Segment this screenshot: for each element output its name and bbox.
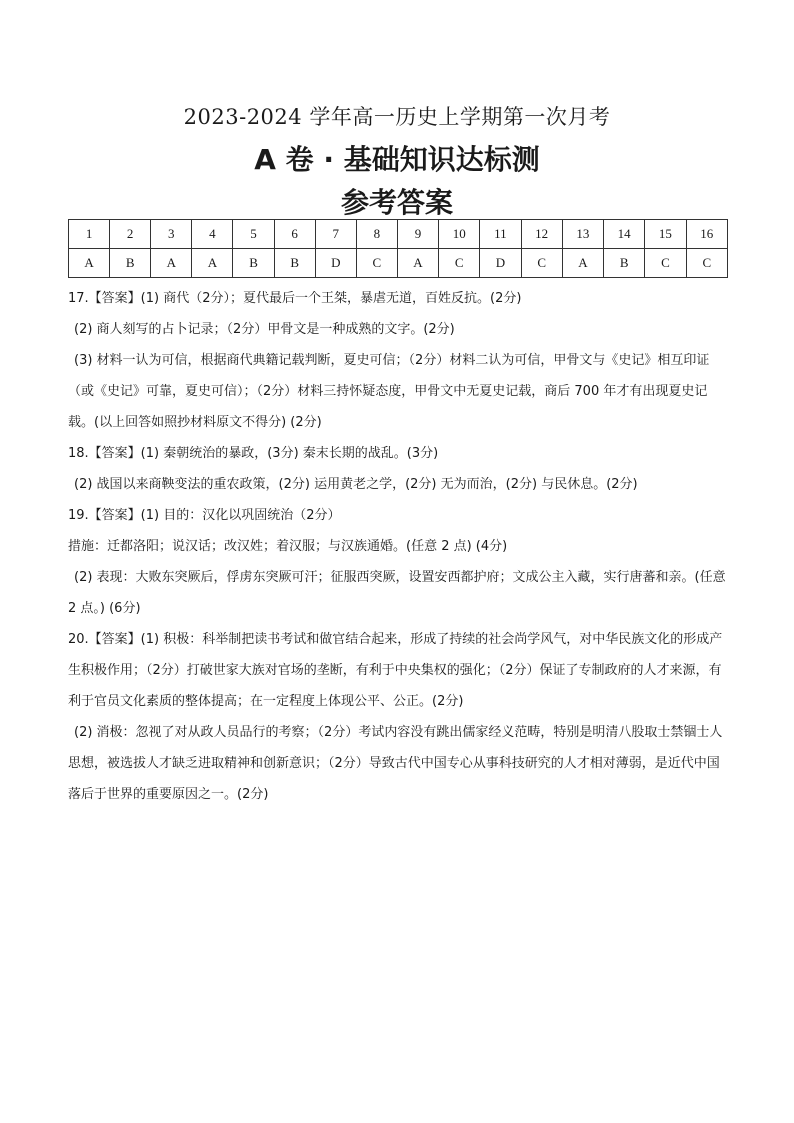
question-number: 3 — [151, 220, 192, 249]
q17-answer-part2: (2) 商人刻写的占卜记录；（2分）甲骨文是一种成熟的文字。(2分) — [74, 322, 455, 337]
q17-answer-part1: 17.【答案】(1) 商代（2分）；夏代最后一个王桀，暴虐无道，百姓反抗。(2分) — [68, 291, 522, 306]
question-number: 6 — [274, 220, 315, 249]
answer-cell: B — [274, 249, 315, 278]
answer-cell: B — [233, 249, 274, 278]
question-number: 9 — [397, 220, 438, 249]
answer-explanations — [68, 283, 728, 810]
question-number: 8 — [356, 220, 397, 249]
question-number: 12 — [521, 220, 562, 249]
answer-cell: B — [110, 249, 151, 278]
question-number: 2 — [110, 220, 151, 249]
answer-cell: A — [562, 249, 603, 278]
answer-cell: C — [686, 249, 727, 278]
question-number: 1 — [69, 220, 110, 249]
q19-answer-part1: 19.【答案】(1) 目的：汉化以巩固统治（2分） — [68, 508, 341, 523]
answer-cell: D — [480, 249, 521, 278]
question-number: 13 — [562, 220, 603, 249]
question-number: 11 — [480, 220, 521, 249]
question-number: 10 — [439, 220, 480, 249]
exam-subtitle: A 卷 · 基础知识达标测 — [254, 143, 540, 176]
q18-answer-part2: (2) 战国以来商鞅变法的重农政策，(2分) 运用黄老之学，(2分) 无为而治，(2分) 与民休息。(2分) — [74, 477, 638, 492]
answer-cell: A — [151, 249, 192, 278]
question-number: 5 — [233, 220, 274, 249]
answer-cell: A — [397, 249, 438, 278]
answer-cell: B — [604, 249, 645, 278]
answer-cell: C — [521, 249, 562, 278]
answer-cell: A — [69, 249, 110, 278]
exam-title: 2023-2024 学年高一历史上学期第一次月考 — [183, 105, 611, 129]
q20-answer-part1: 20.【答案】(1) 积极：科举制把读书考试和做官结合起来，形成了持续的社会尚学风气，对中华民族文化的形成产生积极作用；（2分）打破世家大族对官场的垄断，有利于中央集权的强化；（2分）保证了专制政府的人才来源，有利于官员文化素质的整体提高；在一定程度上体现公平、公正。(2分) — [68, 632, 723, 709]
q19-answer-part2: (2) 表现：大败东突厥后，俘虏东突厥可汗；征服西突厥，设置安西都护府；文成公主入藏，实行唐蕃和亲。(任意 2 点。) (6分) — [68, 570, 726, 616]
answer-table — [68, 219, 728, 278]
q20-answer-part2: (2) 消极：忽视了对从政人员品行的考察；（2分）考试内容没有跳出儒家经义范畴，特别是明清八股取士禁锢士人思想，被选拔人才缺乏进取精神和创新意识；（2分）导致古代中国专心从事科技研究的人才相对薄弱，是近代中国落后于世界的重要原因之一。(2分) — [68, 725, 723, 802]
answer-cell: D — [315, 249, 356, 278]
question-number: 7 — [315, 220, 356, 249]
question-number: 4 — [192, 220, 233, 249]
q19-measures: 措施：迁都洛阳；说汉话；改汉姓；着汉服；与汉族通婚。(任意 2 点) (4分) — [68, 539, 508, 554]
answer-cell: C — [356, 249, 397, 278]
answer-cell: C — [645, 249, 686, 278]
question-number-row — [69, 220, 728, 249]
q17-answer-part3: (3) 材料一认为可信，根据商代典籍记载判断，夏史可信；（2分）材料二认为可信，甲骨文与《史记》相互印证（或《史记》可靠，夏史可信）；（2分）材料三持怀疑态度，甲骨文中无夏史记载，商后 700 年才有出现夏史记载。(以上回答如照抄材料原文不得分) (2分) — [68, 353, 710, 430]
answer-key-heading: 参考答案 — [340, 186, 453, 219]
q18-answer-part1: 18.【答案】(1) 秦朝统治的暴政，(3分) 秦末长期的战乱。(3分) — [68, 446, 439, 461]
answer-cell: A — [192, 249, 233, 278]
question-number: 14 — [604, 220, 645, 249]
answer-row — [69, 249, 728, 278]
question-number: 16 — [686, 220, 727, 249]
answer-cell: C — [439, 249, 480, 278]
question-number: 15 — [645, 220, 686, 249]
